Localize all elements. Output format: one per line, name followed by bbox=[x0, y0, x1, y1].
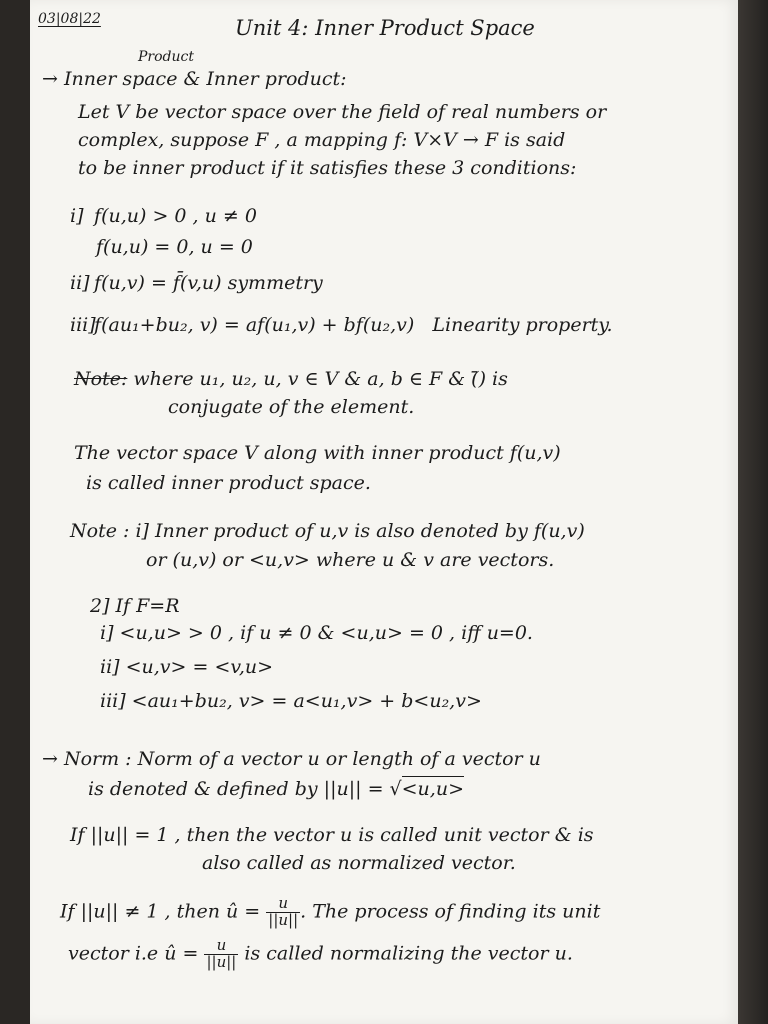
norm-definition bbox=[88, 780, 464, 799]
heading-text: Inner space & Inner product: bbox=[63, 68, 347, 90]
paragraph-line: The vector space V along with inner product f(u,v) bbox=[74, 442, 561, 464]
paragraph-line: to be inner product if it satisfies these 3 conditions: bbox=[78, 157, 577, 179]
section-heading-inner-product bbox=[42, 70, 347, 89]
note-2 bbox=[70, 522, 585, 541]
normalizing-line bbox=[60, 896, 600, 929]
unit-vector-line-2: also called as normalized vector. bbox=[202, 852, 516, 874]
condition-1 bbox=[70, 207, 257, 226]
background-strip bbox=[738, 0, 768, 1024]
if-condition: 2] If F=R bbox=[90, 595, 180, 617]
page-title: Unit 4: Inner Product Space bbox=[235, 16, 535, 40]
note-1-line-2: conjugate of the element. bbox=[168, 396, 415, 418]
condition-formula: f(au₁+bu₂, v) = af(u₁,v) + bf(u₂,v) bbox=[94, 314, 415, 336]
note-label: Note : bbox=[70, 520, 130, 542]
notebook-page bbox=[30, 0, 738, 1024]
list-item: iii] <au₁+bu₂, v> = a<u₁,v> + b<u₂,v> bbox=[100, 690, 482, 712]
note-1 bbox=[74, 370, 508, 389]
condition-text: f(u,u) > 0 , u ≠ 0 bbox=[94, 205, 257, 227]
sqrt-radicand: <u,u> bbox=[401, 778, 464, 800]
condition-label: Linearity property. bbox=[432, 314, 613, 336]
condition-number: ii] bbox=[70, 272, 90, 294]
fraction bbox=[204, 938, 238, 971]
condition-number: iii] bbox=[70, 314, 96, 336]
paragraph-line: complex, suppose F , a mapping f: V×V → F is said bbox=[78, 129, 566, 151]
fraction-numerator: u bbox=[204, 938, 238, 955]
normalizing-text: vector i.e û = bbox=[68, 942, 199, 965]
fraction-denominator: ||u|| bbox=[206, 952, 237, 971]
fraction bbox=[266, 896, 300, 929]
date: 03|08|22 bbox=[38, 11, 101, 27]
norm-definition-text: is denoted & defined by ||u|| = √ bbox=[88, 778, 402, 800]
list-item: i] <u,u> > 0 , if u ≠ 0 & <u,u> = 0 , iff u=0. bbox=[100, 622, 533, 644]
note-label: Note: bbox=[74, 368, 128, 390]
condition-1-b: f(u,u) = 0, u = 0 bbox=[96, 236, 253, 258]
normalizing-text: . The process of finding its unit bbox=[300, 900, 601, 923]
condition-number: i] bbox=[70, 205, 84, 227]
paragraph-line: is called inner product space. bbox=[86, 472, 371, 494]
note-text: where u₁, u₂, u, v ∈ V & a, b ∈ F & (̄) is bbox=[133, 368, 508, 390]
note-2-line-2: or (u,v) or <u,v> where u & v are vectors. bbox=[146, 549, 555, 571]
fraction-denominator: ||u|| bbox=[268, 910, 299, 929]
condition-2 bbox=[70, 274, 323, 293]
condition-3 bbox=[70, 316, 613, 335]
list-item: ii] <u,v> = <v,u> bbox=[100, 656, 274, 678]
condition-text: f(u,v) = f̄(v,u) symmetry bbox=[94, 272, 323, 294]
insert-word: Product bbox=[138, 49, 194, 65]
norm-heading bbox=[42, 750, 541, 769]
note-text: i] Inner product of u,v is also denoted by f(u,v) bbox=[135, 520, 585, 542]
arrow-icon: → bbox=[42, 68, 64, 90]
normalizing-line-2 bbox=[68, 938, 573, 971]
normalizing-text: If ||u|| ≠ 1 , then û = bbox=[60, 900, 261, 923]
unit-vector-line: If ||u|| = 1 , then the vector u is called unit vector & is bbox=[70, 824, 594, 846]
arrow-icon: → bbox=[42, 748, 64, 770]
paragraph-line: Let V be vector space over the field of real numbers or bbox=[78, 101, 607, 123]
norm-text: Norm : Norm of a vector u or length of a vector u bbox=[63, 748, 541, 770]
normalizing-text: is called normalizing the vector u. bbox=[244, 942, 573, 965]
fraction-numerator: u bbox=[266, 896, 300, 913]
